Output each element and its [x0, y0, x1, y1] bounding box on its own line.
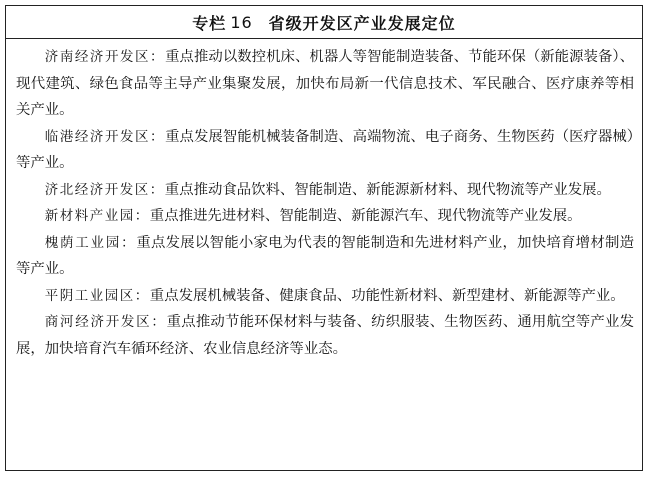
entry-lingang	[16, 124, 634, 177]
zone-name: 新材料产业园：	[44, 208, 150, 224]
zone-description: 重点推动食品饮料、智能制造、新能源新材料、现代物流等产业发展。	[164, 181, 611, 198]
zone-name: 商河经济开发区：	[44, 314, 167, 330]
box-label: 专栏	[192, 13, 227, 33]
zone-name: 槐荫工业园：	[44, 234, 137, 251]
zone-description: 重点发展智能机械装备制造、高端物流、电子商务、生物医药（医疗器械）等产业。	[16, 128, 635, 171]
zone-description: 重点推进先进材料、智能制造、新能源汽车、现代物流等产业发展。	[149, 208, 582, 224]
entry-jibei	[16, 177, 634, 204]
box-number: 16	[230, 12, 253, 32]
zone-name: 济南经济开发区：	[44, 49, 166, 65]
zone-description: 重点发展机械装备、健康食品、功能性新材料、新型建材、新能源等产业。	[149, 287, 625, 304]
zone-description: 重点发展以智能小家电为代表的智能制造和先进材料产业，加快培育增材制造等产业。	[16, 234, 634, 277]
entry-jinan	[16, 44, 634, 124]
zone-name: 济北经济开发区：	[44, 181, 165, 198]
box-title: 省级开发区产业发展定位	[268, 13, 456, 33]
entry-shanghe	[16, 309, 634, 362]
entry-huaiyin	[16, 230, 634, 283]
entry-pingyin	[16, 283, 634, 310]
feature-box	[5, 5, 643, 471]
zone-name: 平阴工业园区：	[44, 287, 150, 304]
box-content	[6, 39, 642, 362]
zone-name: 临港经济开发区：	[44, 128, 166, 145]
zone-description: 重点推动节能环保材料与装备、纺织服装、生物医药、通用航空等产业发展，加快培育汽车循环经济、农业信息经济等业态。	[16, 314, 635, 357]
box-header	[6, 6, 642, 39]
entry-new-materials	[16, 203, 634, 230]
zone-description: 重点推动以数控机床、机器人等智能制造装备、节能环保（新能源装备）、现代建筑、绿色食品等主导产业集聚发展，加快布局新一代信息技术、军民融合、医疗康养等相关产业。	[16, 49, 635, 118]
